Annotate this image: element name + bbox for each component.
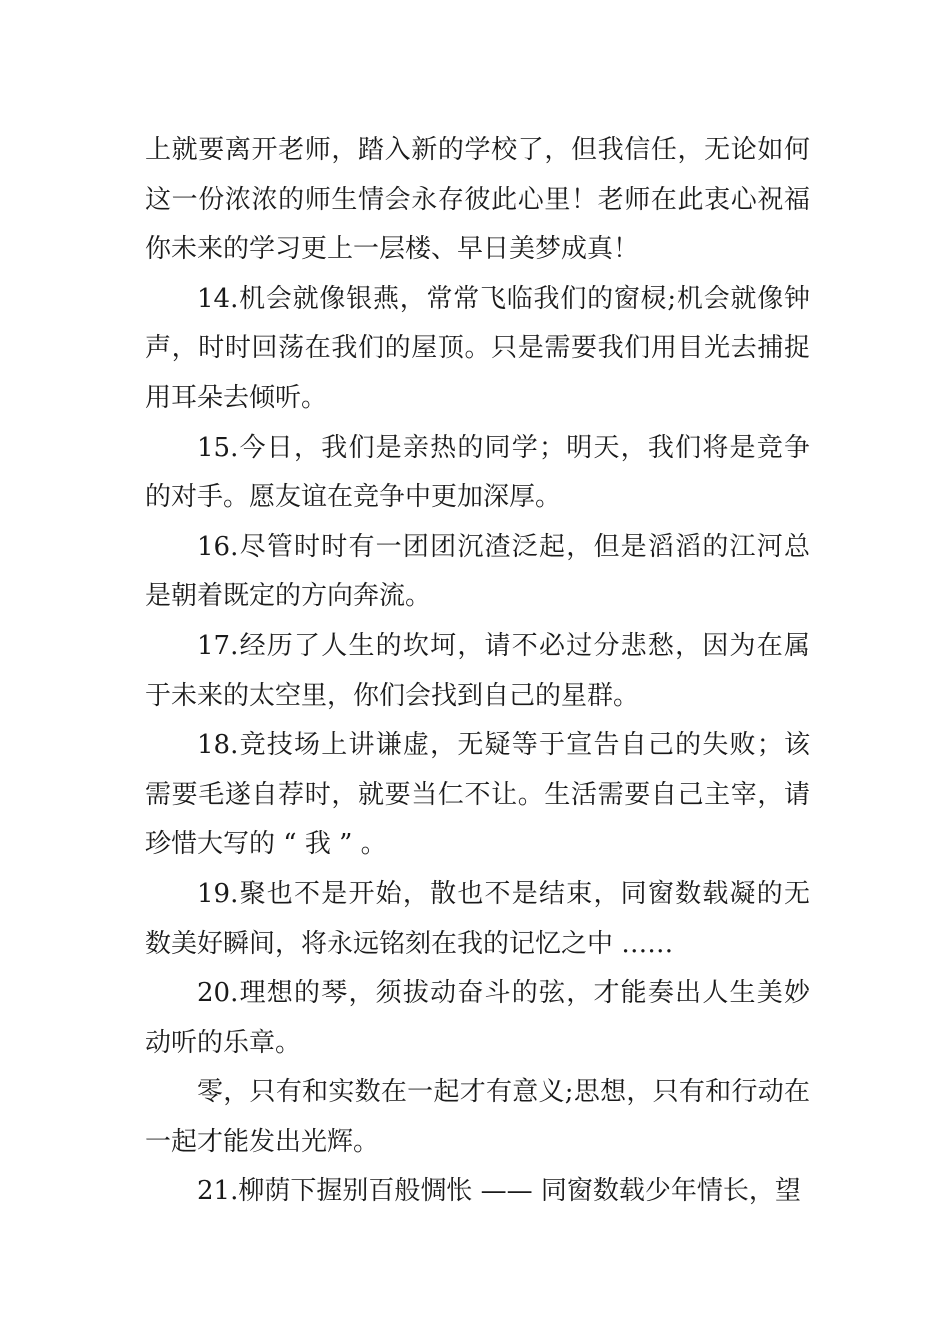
paragraph-15: 15.今日，我们是亲热的同学；明天，我们将是竞争的对手。愿友谊在竞争中更加深厚。	[145, 432, 810, 513]
paragraph-20: 20.理想的琴，须拔动奋斗的弦，才能奏出人生美妙动听的乐章。	[145, 978, 810, 1058]
document-body	[145, 126, 810, 1217]
paragraph-18: 18.竞技场上讲谦虚，无疑等于宣告自己的失败；该需要毛遂自荐时，就要当仁不让。生活需要自己主宰，请珍惜大写的 “ 我 ” 。	[145, 730, 810, 860]
paragraph-continuation: 上就要离开老师，踏入新的学校了，但我信任，无论如何这一份浓浓的师生情会永存彼此心里！老师在此衷心祝福你未来的学习更上一层楼、早日美梦成真！	[145, 135, 810, 265]
paragraph-14: 14.机会就像银燕，常常飞临我们的窗棂;机会就像钟声，时时回荡在我们的屋顶。只是需要我们用目光去捕捉用耳朵去倾听。	[145, 283, 810, 413]
paragraph-19: 19.聚也不是开始，散也不是结束，同窗数载凝的无数美好瞬间，将永远铭刻在我的记忆之中 ……	[145, 878, 810, 959]
paragraph-zero: 零，只有和实数在一起才有意义;思想，只有和行动在一起才能发出光辉。	[145, 1077, 810, 1157]
paragraph-21: 21.柳荫下握别百般惆怅 —— 同窗数载少年情长，望	[197, 1176, 801, 1207]
paragraph-17: 17.经历了人生的坎坷，请不必过分悲愁，因为在属于未来的太空里，你们会找到自己的星群。	[145, 630, 810, 711]
paragraph-16: 16.尽管时时有一团团沉渣泛起，但是滔滔的江河总是朝着既定的方向奔流。	[145, 531, 810, 612]
